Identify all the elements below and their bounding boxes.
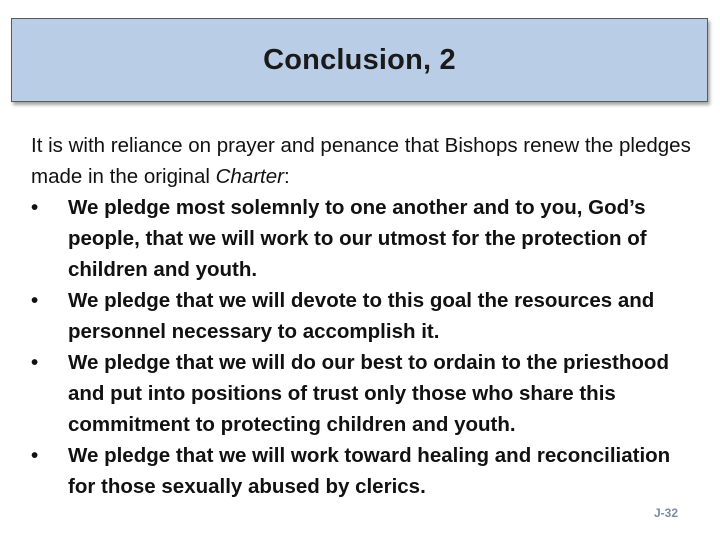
intro-paragraph <box>31 130 701 192</box>
pledge-text: We pledge that we will work toward healing and reconciliation for those sexually abused by clerics. <box>68 444 671 498</box>
pledge-text: We pledge most solemnly to one another and to you, God’s people, that we will work to our utmost for the protection of children and youth. <box>68 196 647 281</box>
bullet-icon: • <box>31 351 39 374</box>
pledge-text: We pledge that we will devote to this goal the resources and personnel necessary to accomplish it. <box>68 289 655 343</box>
charter-italic: Charter <box>215 165 284 188</box>
intro-colon: : <box>283 165 290 188</box>
pledge-list <box>31 192 701 502</box>
title-banner <box>11 18 708 102</box>
bullet-icon: • <box>31 196 39 219</box>
slide-title: Conclusion, 2 <box>263 43 456 76</box>
pledge-text: We pledge that we will do our best to ordain to the priesthood and put into positions of trust only those who share this commitment to protecting children and youth. <box>68 351 669 436</box>
intro-text: It is with reliance on prayer and penance that Bishops renew the pledges made in the original <box>31 134 691 188</box>
list-item <box>31 440 701 502</box>
bullet-icon: • <box>31 289 39 312</box>
bullet-icon: • <box>31 444 39 467</box>
slide-body <box>31 130 701 502</box>
list-item <box>31 192 701 285</box>
slide-number: J-32 <box>653 506 678 520</box>
list-item <box>31 347 701 440</box>
list-item <box>31 285 701 347</box>
